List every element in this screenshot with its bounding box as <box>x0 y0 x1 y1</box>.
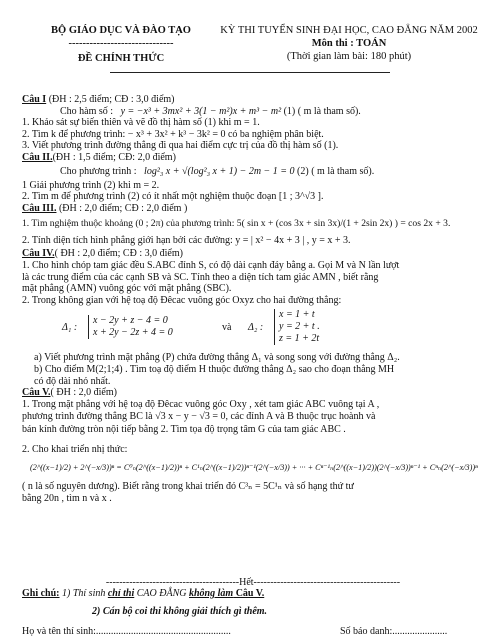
note-1-end: Câu V. <box>233 588 265 599</box>
section-1-intro <box>22 106 484 118</box>
delta-1-eq-1: x − 2y + z − 4 = 0 <box>93 315 168 327</box>
signature-line <box>22 626 484 637</box>
delta-1-eq-2: x + 2y − 2z + 4 = 0 <box>93 327 173 339</box>
section-4-points: ( ĐH : 2,0 điểm; CĐ : 3,0 điểm) <box>54 248 183 260</box>
and-label: và <box>222 322 232 334</box>
section-2-title: Câu II. <box>22 151 53 163</box>
section-4-sub-b-cont: có độ dài nhỏ nhất. <box>34 375 111 387</box>
section-5-item-1-line-3: bán kính đường tròn nội tiếp bằng 2. Tìm tọa độ trọng tâm G của tam giác ABC . <box>22 424 346 436</box>
section-4-item-2: 2. Trong không gian với hệ toạ độ Đêcac vuông góc Oxyz cho hai đường thẳng: <box>22 294 342 306</box>
section-3-item-2: 2. Tính diện tích hình phẳng giới hạn bởi các đường: y = | x² − 4x + 3 | , y = x + 3. <box>22 235 351 247</box>
section-5-heading <box>22 387 484 399</box>
section-2-item-1: 1 Giải phương trình (2) khi m = 2. <box>22 179 160 191</box>
section-5-item-1-line-1: 1. Trong mặt phẳng với hệ toạ độ Đêcac vuông góc Oxy , xét tam giác ABC vuông tại A , <box>22 398 380 410</box>
exam-title: KỲ THI TUYỂN SINH ĐẠI HỌC, CAO ĐẲNG NĂM 2002 <box>220 25 478 36</box>
section-4-heading <box>22 248 484 260</box>
section-4-sub-b: b) Cho điểm M(2;1;4) . Tìm toạ độ điểm H thuộc đường thẳng Δ₂ sao cho đoạn thẳng MH <box>34 363 395 375</box>
candidate-id: Số báo danh:...................... <box>340 626 448 637</box>
note-1-khong-lam: không làm <box>189 588 234 599</box>
header-right <box>215 24 483 63</box>
header-dashes: ------------------------------ <box>68 38 174 49</box>
section-2-intro <box>22 164 484 180</box>
section-5-title: Câu V. <box>22 387 51 399</box>
section-4-item-1-line-1: 1. Cho hình chóp tam giác đều S.ABC đỉnh S, có độ dài cạnh đáy bằng a. Gọi M và N lần lượt <box>22 259 400 271</box>
section-1-heading <box>22 94 484 106</box>
section-1-item-3: 3. Viết phương trình đường thẳng đi qua hai điểm cực trị của đồ thị hàm số (1). <box>22 140 339 152</box>
section-1-intro-text: Cho hàm số : <box>60 105 114 117</box>
section-1-function-tail: (1) ( m là tham số). <box>281 105 361 117</box>
delta-2-system <box>274 309 320 345</box>
section-2-heading <box>22 152 484 164</box>
section-5-item-2-tail-2: bằng 20n , tìm n và x . <box>22 493 112 505</box>
section-4-item-1-line-2: là các trung điểm của các cạnh SB và SC. Tính theo a diện tích tam giác AMN , biết rằng <box>22 271 379 283</box>
section-2-equation-tail: (2) ( m là tham số). <box>294 165 375 177</box>
section-2-item-2: 2. Tìm m để phương trình (2) có ít nhất một nghiệm thuộc đoạn [1 ; 3^√3 ]. <box>22 191 324 203</box>
section-4-title: Câu IV. <box>22 248 55 260</box>
section-1-function: y = −x³ + 3mx² + 3(1 − m²)x + m³ − m² <box>120 105 282 117</box>
ministry-name: BỘ GIÁO DỤC VÀ ĐÀO TẠO <box>51 25 191 36</box>
section-5-item-2-tail-1: ( n là số nguyên dương). Biết rằng trong khai triển đó C³ₙ = 5C¹ₙ và số hạng thứ tư <box>22 481 354 493</box>
header-divider <box>110 72 390 73</box>
delta-2-eq-3: z = 1 + 2t <box>279 333 320 345</box>
section-1-points: (ĐH : 2,5 điểm; CĐ : 3,0 điểm) <box>46 94 175 105</box>
section-4-sub-a: a) Viết phương trình mặt phẳng (P) chứa đường thẳng Δ₁ và song song với đường thẳng Δ₂. <box>34 352 400 364</box>
delta-1-label: Δ₁ : <box>62 322 78 334</box>
section-2-intro-text: Cho phương trình : <box>60 165 137 177</box>
candidate-name: Họ và tên thí sinh:...................................................... <box>22 626 231 637</box>
binomial-expansion: (2^((x−1)/2) + 2^(−x/3))ⁿ = C⁰ₙ(2^((x−1)/2))ⁿ + C¹ₙ(2^((x−1)/2))ⁿ⁻¹(2^(−x/3)) + ··· + Cⁿ⁻¹ₙ(2^((x−1)/2))(2^(−x/3))ⁿ⁻¹ + Cⁿₙ(2^(−x/3))ⁿ <box>30 463 478 473</box>
delta-2-eq-1: x = 1 + t <box>279 309 315 321</box>
time-label: (Thời gian làm bài: 180 phút) <box>286 51 412 62</box>
note-2: 2) Cán bộ coi thi không giải thích gì thêm. <box>92 606 268 617</box>
notes-line-1 <box>22 588 484 599</box>
subject-label: Môn thi : TOÁN <box>311 38 387 49</box>
section-1-item-2: 2. Tìm k để phương trình: − x³ + 3x² + k³ − 3k² = 0 có ba nghiệm phân biệt. <box>22 128 324 140</box>
section-4-item-1-line-3: mặt phẳng (AMN) vuông góc với mặt phẳng (SBC). <box>22 283 232 295</box>
delta-2-label: Δ₂ : <box>248 322 264 334</box>
delta-2-eq-2: y = 2 + t . <box>279 321 320 333</box>
section-2-points: (ĐH : 1,5 điểm; CĐ: 2,0 điểm) <box>52 151 176 163</box>
end-line: ----------------------------------------Hết-------------------------------------------- <box>105 577 401 588</box>
section-5-points: ( ĐH : 2,0 điểm) <box>50 387 117 399</box>
note-1-mid: CAO ĐẲNG <box>134 588 189 599</box>
section-5-item-1-line-2: phương trình đường thẳng BC là √3 x − y − √3 = 0, các đỉnh A và B thuộc trục hoành và <box>22 411 376 423</box>
official-label: ĐỀ CHÍNH THỨC <box>77 53 165 64</box>
section-5-item-2: 2. Cho khai triển nhị thức: <box>22 443 128 455</box>
header-left <box>36 24 206 65</box>
section-2-equation: log²₃ x + √(log²₃ x + 1) − 2m − 1 = 0 <box>144 165 295 177</box>
delta-1-system <box>88 315 173 339</box>
note-1-emphasis: chỉ thi <box>107 588 135 599</box>
section-3-heading <box>22 203 484 215</box>
exam-content <box>22 78 484 505</box>
line-systems <box>22 309 484 349</box>
section-3-points: (ĐH : 2,0 điểm; CĐ : 2,0 điểm ) <box>56 202 188 214</box>
note-1-prefix: 1) Thí sinh <box>59 588 108 599</box>
section-1-title: Câu I <box>22 94 47 105</box>
section-3-item-1: 1. Tìm nghiệm thuộc khoảng (0 ; 2π) của phương trình: 5( sin x + (cos 3x + sin 3x)/(1 + 2sin 2x) ) = cos 2x + 3. <box>22 218 451 230</box>
section-3-title: Câu III. <box>22 202 57 214</box>
notes-label: Ghi chú: <box>22 588 60 599</box>
section-1-item-1: 1. Khảo sát sự biến thiên và vẽ đồ thị hàm số (1) khi m = 1. <box>22 117 260 129</box>
